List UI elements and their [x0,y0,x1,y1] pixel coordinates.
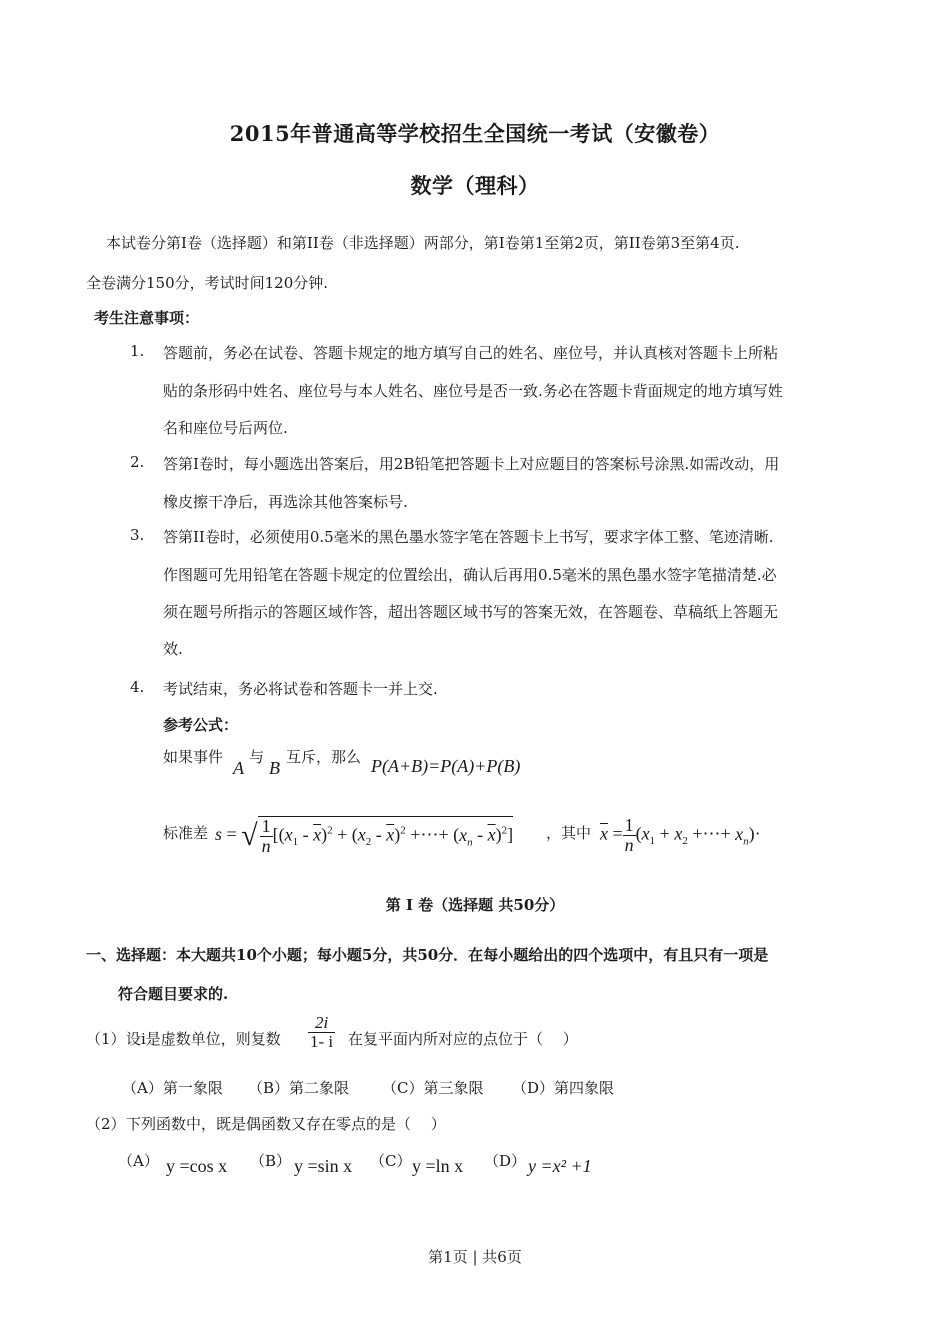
question-1-label: （1） [86,1030,126,1048]
question-1-option-b: （B）第二象限 [248,1079,350,1097]
question-2-option-b-label: （B） [250,1152,292,1170]
formula-1-expression: P(A+B)=P(A)+P(B) [371,756,521,776]
formula-1-mid: 互斥，那么 [286,748,362,766]
question-1-text-after: 在复平面内所对应的点位于（ ） [348,1030,578,1048]
question-2-option-d-expr: y =x² +1 [528,1156,592,1176]
notice-item-1-line-2: 贴的条形码中姓名、座位号与本人姓名、座位号是否一致.务必在答题卡背面规定的地方填写姓 [163,382,783,400]
formula-1-event-b: B [269,758,280,778]
formula-2-prefix: 标准差 [163,824,209,842]
question-2-option-a-expr: y =cos x [166,1156,228,1176]
notice-item-1-line-3: 名和座位号后两位. [163,419,288,437]
question-1-option-a: （A）第一象限 [122,1079,223,1097]
question-2-option-b-expr: y =sin x [294,1156,353,1176]
question-1-option-c: （C）第三象限 [382,1079,484,1097]
notice-heading: 考生注意事项： [94,309,200,327]
formula-1-event-a: A [233,758,244,778]
question-1-fraction [308,1014,335,1051]
question-2-label: （2） [86,1115,126,1133]
question-1-fraction-numerator: 2i [308,1014,335,1033]
intro-line-1: 本试卷分第I卷（选择题）和第II卷（非选择题）两部分，第I卷第1至第2页，第II卷第3至第4页. [106,234,740,252]
notice-item-1-number: 1. [130,342,145,360]
notice-item-2-number: 2. [130,453,145,471]
exam-title: 2015年普通高等学校招生全国统一考试（安徽卷） [229,121,721,146]
notice-item-4-line-1: 考试结束，务必将试卷和答题卡一并上交. [163,680,438,698]
question-2-option-d-label: （D） [484,1152,527,1170]
formula-1-and: 与 [249,748,265,766]
formula-1-prefix: 如果事件 [163,748,224,766]
notice-item-3-line-1: 答第II卷时，必须使用0.5毫米的黑色墨水签字笔在答题卡上书写，要求字体工整、笔迹清晰. [163,528,774,546]
page-footer: 第1页 | 共6页 [428,1248,522,1266]
question-1-text-before: 设i是虚数单位，则复数 [126,1030,281,1048]
question-2-text: 下列函数中，既是偶函数又存在零点的是（ ） [126,1115,446,1133]
notice-item-3-line-2: 作图题可先用铅笔在答题卡规定的位置绘出，确认后再用0.5毫米的黑色墨水签字笔描清楚.必 [163,566,777,584]
formula-2-mid: ，其中 [546,824,592,842]
part-1-heading: 第 I 卷（选择题 共50分） [385,896,565,914]
question-1 [86,1014,646,1064]
notice-item-3-line-3: 须在题号所指示的答题区域作答，超出答题区域书写的答案无效，在答题卷、草稿纸上答题无 [163,603,779,621]
formula-2-expression: s = √ $\frac{1}{n}$ [$(x_1 - \overline{x})^2 + (x_2 - \overline{x})^2$ +⋯+ $(x_n - \overline{x})^2$] [215,816,514,856]
question-2-option-a-label: （A） [118,1152,159,1170]
question-2-option-c-expr: y =ln x [412,1156,464,1176]
exam-subtitle: 数学（理科） [410,173,540,198]
intro-line-2: 全卷满分150分，考试时间120分钟. [86,274,329,292]
notice-item-2-line-1: 答第I卷时，每小题选出答案后，用2B铅笔把答题卡上对应题目的答案标号涂黑.如需改动，用 [163,455,780,473]
question-2-option-c-label: （C） [370,1152,412,1170]
section-instructions-line-2: 符合题目要求的. [118,985,229,1003]
notice-item-3-number: 3. [130,526,145,544]
formulas-heading: 参考公式： [163,716,239,734]
notice-item-2-line-2: 橡皮擦干净后，再选涂其他答案标号. [163,493,408,511]
formula-std-dev [163,812,803,872]
notice-item-1-line-1: 答题前，务必在试卷、答题卡规定的地方填写自己的姓名、座位号，并认真核对答题卡上所粘 [163,344,779,362]
question-1-option-d: （D）第四象限 [512,1079,615,1097]
formula-2-mean: $\overline{x}$ = $\frac{1}{n}$ ($x_1 + x_2$ +⋯+ $x_n)\cdot$ [600,815,761,855]
notice-item-3-line-4: 效. [163,640,183,658]
section-instructions-line-1: 一、选择题：本大题共10个小题；每小题5分，共50分．在每小题给出的四个选项中，有且只有一项是 [86,946,769,964]
notice-item-4-number: 4. [130,678,145,696]
question-1-fraction-denominator: 1- i [310,1031,334,1051]
